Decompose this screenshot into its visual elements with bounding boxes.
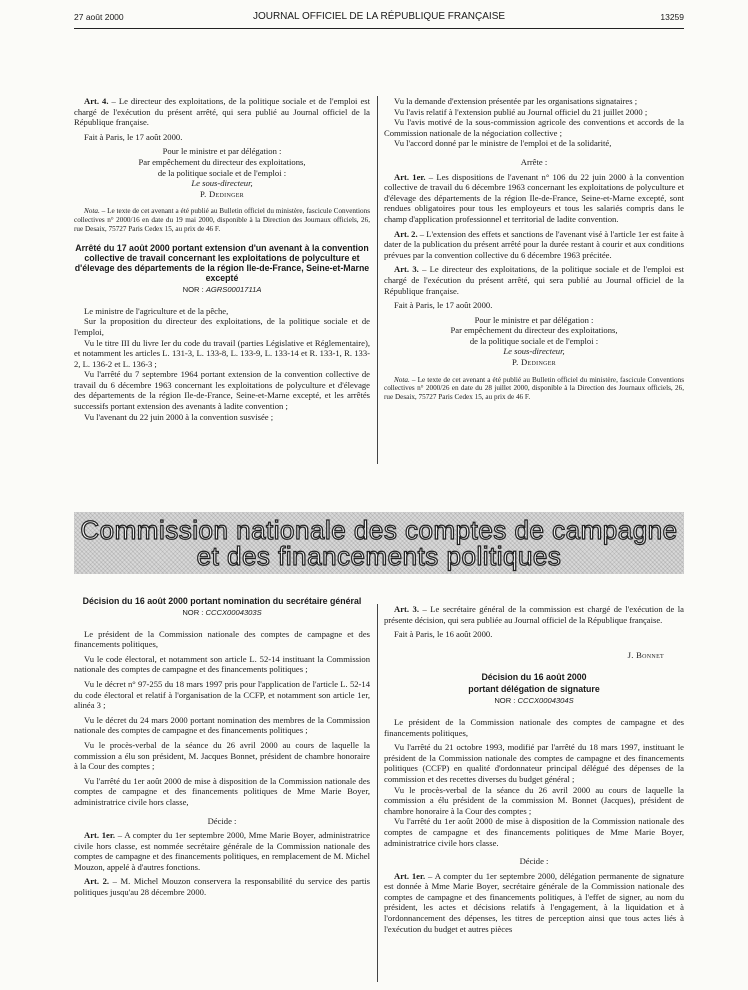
signature-name: J. Bonnet bbox=[627, 649, 664, 660]
fait-a-paris: Fait à Paris, le 17 août 2000. bbox=[394, 300, 493, 311]
decide-heading: Décide : bbox=[207, 815, 237, 826]
nor-code: CCCX0004304S bbox=[517, 696, 574, 706]
paragraph: Vu le procès-verbal de la séance du 26 avril 2000 au cours de laquelle la commission a élu son président, M. Jacques Bonnet, président de chambre honoraire à la Cour des comptes ; bbox=[74, 739, 370, 772]
decision-title-line-2: portant délégation de signature bbox=[468, 684, 600, 695]
banner-line-1: Commission nationale des comptes de campagne bbox=[80, 515, 678, 545]
banner-line-2: et des financements politiques bbox=[196, 541, 562, 571]
nor-label: NOR : bbox=[494, 696, 518, 706]
signature-line-3: de la politique sociale et de l'emploi : bbox=[469, 335, 599, 346]
nor-label: NOR : bbox=[182, 285, 206, 295]
column-divider bbox=[377, 604, 378, 982]
paragraph: Le ministre de l'agriculture et de la pêche, bbox=[84, 305, 229, 316]
article-4-text: – Le directeur des exploitations, de la politique sociale et de l'emploi est chargé de l'exécution du présent arrêté, qui sera publié au Journal officiel de la République française. bbox=[74, 96, 370, 128]
paragraph: Le président de la Commission nationale des comptes de campagne et des financements politiques, bbox=[384, 716, 684, 738]
nota-label: Nota. bbox=[394, 375, 410, 384]
header-page-number: 13259 bbox=[660, 12, 684, 22]
signature-line-2: Par empêchement du directeur des exploitations, bbox=[138, 156, 306, 167]
paragraph: Vu l'arrêté du 21 octobre 1993, modifié par l'arrêté du 18 mars 1997, instituant le président de la Commission nationale des comptes de campagne et des financements politiques (CCFP) en qualité d'ordonnateur principal délégué des dépenses de la commission et des recettes diverses du budget général ; bbox=[384, 742, 684, 784]
article-3-text: – Le secrétaire général de la commission est chargé de l'exécution de la présente décision, qui sera publiée au Journal officiel de la République française. bbox=[384, 604, 684, 625]
signature-title: Le sous-directeur, bbox=[191, 178, 253, 189]
article-2-text: – M. Michel Mouzon conservera la responsabilité du service des partis politiques jusqu'au 28 décembre 2000. bbox=[74, 876, 370, 898]
paragraph: Vu l'arrêté du 1er août 2000 de mise à disposition de la Commission nationale des comptes de campagne et des financements politiques de Mme Marie Boyer, administratrice civile hors classe. bbox=[384, 816, 684, 848]
article-1-label: Art. 1er. bbox=[394, 870, 426, 881]
nor-reference bbox=[384, 696, 684, 707]
paragraph: Vu le titre III du livre Ier du code du travail (parties Législative et Réglementaire), et notamment les articles L. 131-3, L. 133-8, L. 133-9, L. 133-14 et R. 133-1, R. 133-2, L. 136-2 et L. 136-3 ; bbox=[74, 337, 370, 369]
nota-note bbox=[384, 376, 684, 402]
arrete-title: Arrêté du 17 août 2000 portant extension d'un avenant à la convention collective de travail concernant les exploitations de polyculture et d'élevage des départements de la région Ile-de-France, Seine-et-Marne excepté bbox=[74, 243, 370, 284]
nota-text: – Le texte de cet avenant a été publié au Bulletin officiel du ministère, fascicule Conventions collectives n° 2000/16 en date du 19 mai 2000, disponible à la Direction des Journaux officiels, 26, rue Desaix, 75727 Paris Cedex 15, au prix de 46 F. bbox=[74, 207, 370, 233]
signature-line-1: Pour le ministre et par délégation : bbox=[474, 314, 594, 325]
paragraph: Sur la proposition du directeur des exploitations, de la politique sociale et de l'emploi, bbox=[74, 316, 370, 337]
paragraph: Vu le décret du 24 mars 2000 portant nomination des membres de la Commission nationale des comptes de campagne et des financements politiques ; bbox=[74, 714, 370, 736]
paragraph: Vu l'avis motivé de la sous-commission agricole des conventions et accords de la Commission nationale de la négociation collective ; bbox=[384, 117, 684, 138]
nor-label: NOR : bbox=[182, 608, 206, 617]
article-1-text: – Les dispositions de l'avenant n° 106 du 22 juin 2000 à la convention collective de travail du 6 décembre 1963 concernant les exploitations de polyculture et d'élevage des départements de la région Ile-de-France, Seine-et-Marne excepté, sont rendues obligatoires pour tous les employeurs et tous les salariés compris dans le champ d'application professionnel et territorial de ladite convention. bbox=[384, 171, 684, 224]
signature-line-3: de la politique sociale et de l'emploi : bbox=[157, 167, 287, 178]
article-1-text: – A compter du 1er septembre 2000, Mme Marie Boyer, administratrice civile hors classe, est nommée secrétaire générale de la Commission nationale des comptes de campagne et des financements politiques, en remplacement de M. Michel Mouzon, appelé à d'autres fonctions. bbox=[74, 830, 370, 872]
article-3 bbox=[384, 604, 684, 625]
top-left-column bbox=[74, 96, 370, 502]
signature-line-2: Par empêchement du directeur des exploitations, bbox=[450, 325, 618, 336]
article-2 bbox=[384, 229, 684, 261]
bottom-left-column bbox=[74, 596, 370, 984]
nor-code: CCCX0004303S bbox=[205, 608, 262, 617]
paragraph: Vu l'arrêté du 1er août 2000 de mise à disposition de la Commission nationale des comptes de campagne et des financements politiques de Mme Marie Boyer, administratrice civile hors classe, bbox=[74, 775, 370, 807]
article-2-text: – L'extension des effets et sanctions de l'avenant visé à l'article 1er est faite à dater de la publication du présent arrêté pour la durée restant à courir et aux conditions prévues par la convention collective du 6 décembre 1963 précitée. bbox=[384, 228, 684, 260]
column-divider bbox=[377, 96, 378, 464]
article-2-label: Art. 2. bbox=[394, 228, 418, 239]
paragraph: Vu la demande d'extension présentée par les organisations signataires ; bbox=[394, 96, 638, 106]
article-1-label: Art. 1er. bbox=[84, 830, 116, 841]
top-right-column bbox=[384, 96, 684, 502]
bottom-right-column bbox=[384, 604, 684, 986]
article-3-label: Art. 3. bbox=[394, 264, 419, 275]
paragraph: Le président de la Commission nationale des comptes de campagne et des financements politiques, bbox=[74, 628, 370, 650]
section-banner bbox=[74, 512, 684, 574]
fait-a-paris: Fait à Paris, le 16 août 2000. bbox=[394, 629, 493, 640]
decision-title-line-1: Décision du 16 août 2000 bbox=[481, 672, 587, 683]
article-2 bbox=[74, 876, 370, 897]
decide-heading: Décide : bbox=[519, 856, 549, 867]
signature-name: P. Dedinger bbox=[512, 357, 556, 368]
paragraph: Vu l'avenant du 22 juin 2000 à la convention susvisée ; bbox=[84, 411, 274, 422]
article-3 bbox=[384, 264, 684, 296]
paragraph: Vu l'arrêté du 7 septembre 1964 portant extension de la convention collective de travail du 6 décembre 1963 concernant les exploitations de polyculture et d'élevage des départements de la région Ile-de-France, Seine-et-Marne excepté, et les arrêtés successifs portant extension des avenants à ladite convention ; bbox=[74, 369, 370, 412]
paragraph: Vu le code électoral, et notamment son article L. 52-14 instituant la Commission nationale des comptes de campagne et des financements politiques ; bbox=[74, 653, 370, 675]
paragraph: Vu le décret n° 97-255 du 18 mars 1997 pris pour l'application de l'article L. 52-14 du code électoral et relatif à l'organisation de la CCFP, et notamment son article 1er, alinéa 3 ; bbox=[74, 678, 370, 711]
nor-reference bbox=[74, 608, 370, 619]
article-1-label: Art. 1er. bbox=[394, 171, 426, 182]
nor-code: AGRS0001711A bbox=[205, 285, 262, 295]
article-1 bbox=[74, 830, 370, 872]
nota-note bbox=[74, 207, 370, 233]
article-4 bbox=[74, 96, 370, 128]
header-rule bbox=[74, 28, 684, 29]
article-1 bbox=[384, 871, 684, 935]
header-date: 27 août 2000 bbox=[74, 12, 124, 22]
article-1-text: – A compter du 1er septembre 2000, délégation permanente de signature est donnée à Mme Marie Boyer, secrétaire générale de la Commission nationale des comptes de campagne et des financements politiques, à l'effet de signer, au nom du président, les actes et décisions relatifs à l'engagement, à la liquidation et à l'ordonnancement des dépenses, les titres de perception ainsi que tous actes liés à l'exécution du budget et autres pièces bbox=[384, 870, 684, 934]
decision-title: Décision du 16 août 2000 portant nomination du secrétaire général bbox=[82, 596, 362, 606]
signature-line-1: Pour le ministre et par délégation : bbox=[162, 146, 282, 157]
article-3-label: Art. 3. bbox=[394, 604, 419, 614]
article-2-label: Art. 2. bbox=[84, 876, 110, 887]
paragraph: Vu l'accord donné par le ministre de l'emploi et de la solidarité, bbox=[394, 138, 612, 149]
nor-reference bbox=[74, 285, 370, 296]
fait-a-paris: Fait à Paris, le 17 août 2000. bbox=[84, 131, 183, 142]
header-journal-title: JOURNAL OFFICIEL DE LA RÉPUBLIQUE FRANÇAISE bbox=[252, 11, 506, 22]
nota-label: Nota. bbox=[84, 207, 100, 216]
paragraph: Vu l'avis relatif à l'extension publié au Journal officiel du 21 juillet 2000 ; bbox=[394, 106, 648, 117]
article-1 bbox=[384, 172, 684, 225]
arrete-heading: Arrête : bbox=[520, 156, 548, 167]
nota-text: – Le texte de cet avenant a été publié au Bulletin officiel du ministère, fascicule Conventions collectives n° 2000/26 en date du 28 juillet 2000, disponible à la Direction des Journaux officiels, 26, rue Desaix, 75727 Paris Cedex 15, au prix de 46 F. bbox=[384, 375, 684, 401]
signature-name: P. Dedinger bbox=[200, 188, 244, 199]
article-3-text: – Le directeur des exploitations, de la politique sociale et de l'emploi est chargé de l'exécution du présent arrêté, qui sera publié au Journal officiel de la République française. bbox=[384, 264, 684, 296]
article-4-label: Art. 4. bbox=[84, 96, 109, 106]
running-header bbox=[74, 12, 684, 26]
signature-title: Le sous-directeur, bbox=[503, 346, 565, 357]
paragraph: Vu le procès-verbal de la séance du 26 avril 2000 au cours de laquelle la commission a élu président de la commission M. Bonnet (Jacques), président de chambre honoraire à la Cour des comptes ; bbox=[384, 784, 684, 816]
